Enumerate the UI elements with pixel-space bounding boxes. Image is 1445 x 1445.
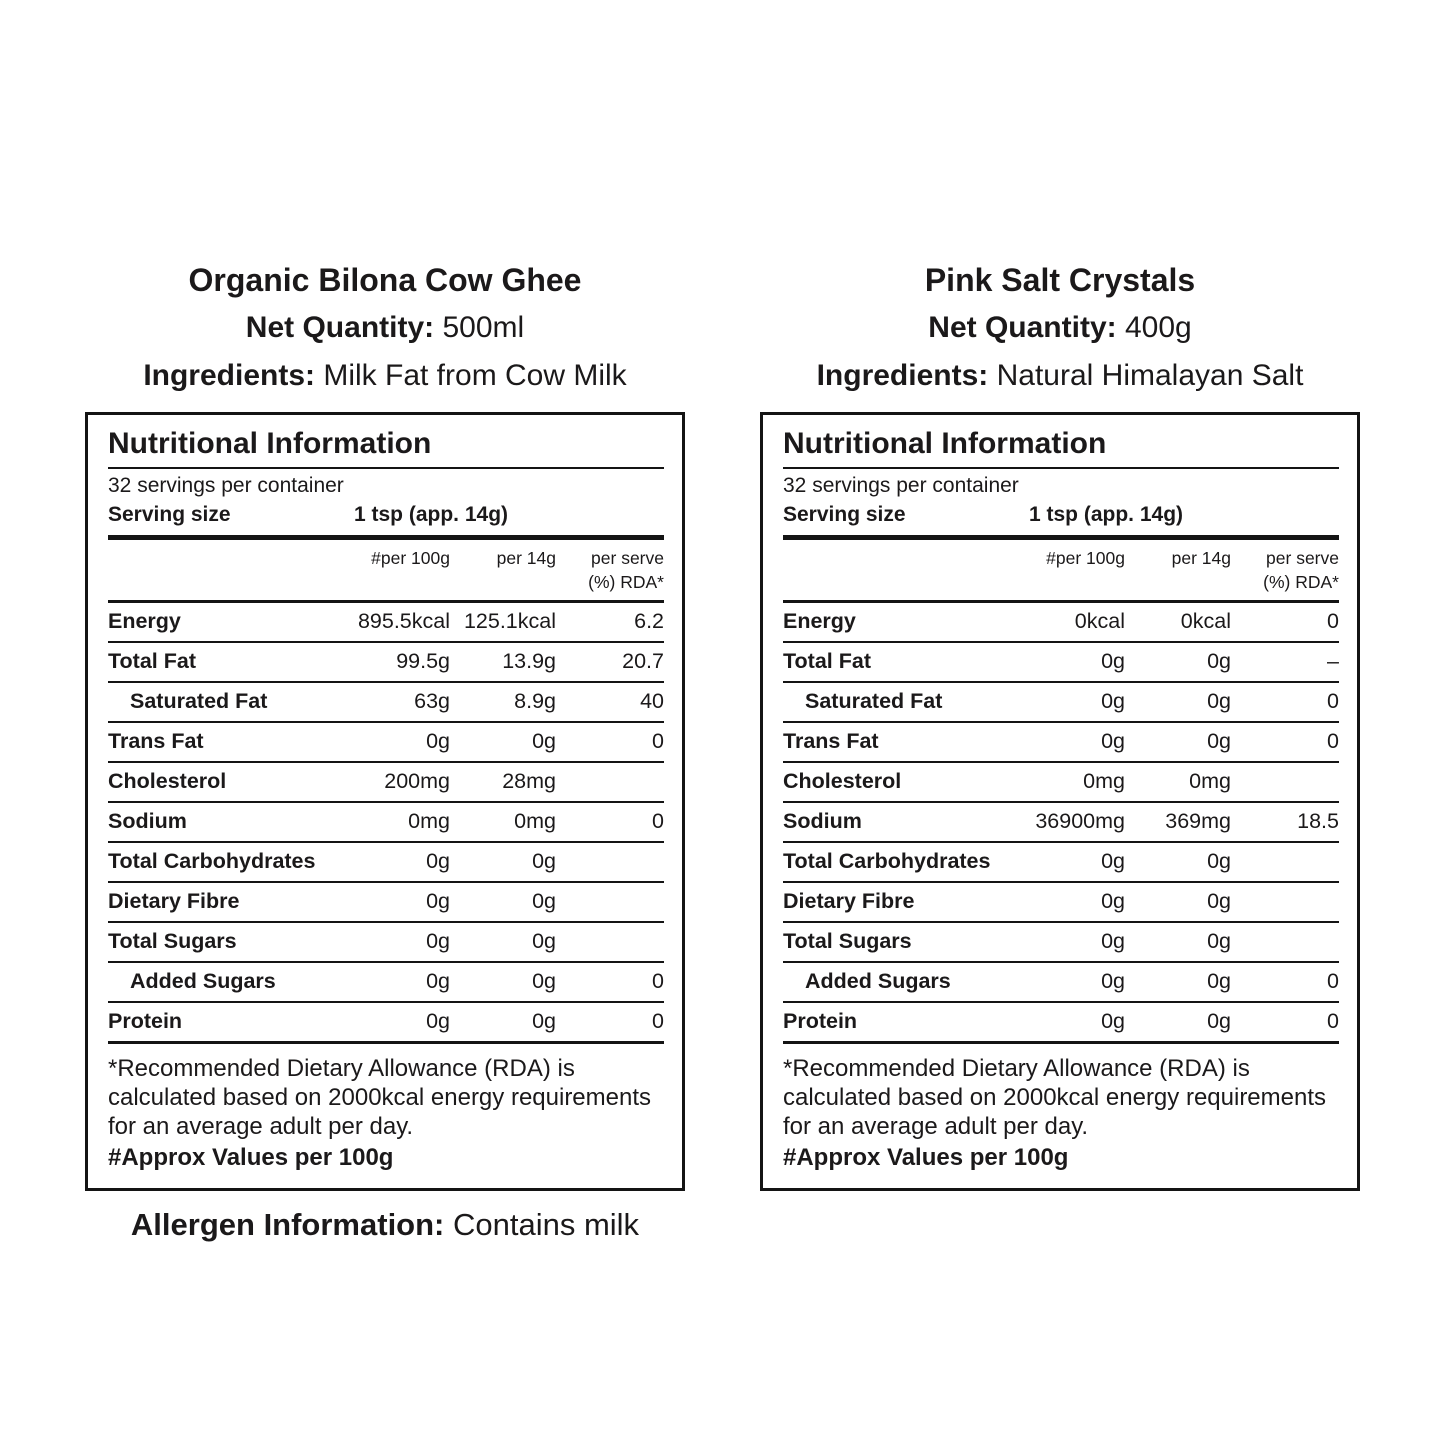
- rda-footnote-text: *Recommended Dietary Allowance (RDA) is calculated based on 2000kcal energy requirements for an average adult per day.: [108, 1055, 652, 1141]
- value-per-100g: 0g: [1101, 849, 1125, 874]
- serving-size-label: Serving size: [108, 503, 231, 526]
- value-per-14g: 0g: [1207, 689, 1231, 714]
- nutrient-row: [108, 603, 664, 643]
- nutrient-label: Added Sugars: [805, 969, 951, 994]
- serving-size-value: 1 tsp (app. 14g): [354, 503, 509, 526]
- per-serve-line1: per serve: [591, 548, 664, 568]
- nutrient-label: Energy: [108, 609, 181, 634]
- value-per-14g: 0g: [532, 929, 556, 954]
- value-per-14g: 0g: [532, 889, 556, 914]
- value-per-100g: 0g: [1101, 689, 1125, 714]
- value-per-serve: 20.7: [622, 649, 664, 674]
- rda-footnote: [108, 1044, 664, 1176]
- column-header-per-100g: #per 100g: [1046, 548, 1125, 568]
- approx-values-note: #Approx Values per 100g: [108, 1144, 394, 1172]
- value-per-serve: 18.5: [1297, 809, 1339, 834]
- product-title: Organic Bilona Cow Ghee: [188, 262, 582, 298]
- value-per-100g: 0g: [1101, 1009, 1125, 1034]
- value-per-serve: 0: [652, 809, 664, 834]
- value-per-serve: 0: [1327, 1009, 1339, 1034]
- column-header-per-14g: per 14g: [1171, 548, 1231, 568]
- value-per-14g: 0mg: [1189, 769, 1231, 794]
- serving-size-value: 1 tsp (app. 14g): [1029, 503, 1184, 526]
- servings-per-container: 32 servings per container: [783, 474, 1019, 497]
- value-per-serve: 0: [1327, 689, 1339, 714]
- value-per-serve: 0: [1327, 969, 1339, 994]
- value-per-14g: 0g: [1207, 649, 1231, 674]
- net-quantity-value: 400g: [1124, 311, 1192, 344]
- product-panel-ghee: [85, 256, 685, 1243]
- per-serve-line1: per serve: [1266, 548, 1339, 568]
- net-quantity-label: Net Quantity:: [928, 311, 1117, 344]
- column-header-per-serve: [1231, 547, 1339, 594]
- value-per-100g: 0kcal: [1074, 609, 1125, 634]
- value-per-serve: 0: [1327, 609, 1339, 634]
- value-per-100g: 0g: [426, 929, 450, 954]
- nutrient-label: Dietary Fibre: [783, 889, 915, 914]
- value-per-100g: 0g: [426, 889, 450, 914]
- allergen-line: [85, 1207, 685, 1243]
- value-per-14g: 0g: [532, 729, 556, 754]
- ingredients-value: Milk Fat from Cow Milk: [323, 359, 627, 392]
- nutrient-row: [783, 603, 1339, 643]
- value-per-serve: 0: [652, 1009, 664, 1034]
- value-per-100g: 0mg: [1083, 769, 1125, 794]
- value-per-100g: 0g: [426, 729, 450, 754]
- ingredients-value: Natural Himalayan Salt: [996, 359, 1304, 392]
- nutrient-label: Protein: [783, 1009, 858, 1034]
- ingredients-label: Ingredients:: [143, 359, 315, 392]
- nutrient-row: [783, 843, 1339, 883]
- value-per-100g: 99.5g: [396, 649, 450, 674]
- nutrient-rows: [783, 603, 1339, 1044]
- nutrient-label: Sodium: [108, 809, 187, 834]
- nutrient-row: [108, 723, 664, 763]
- nutrition-title: Nutritional Information: [108, 419, 664, 469]
- serving-size-row: [108, 500, 664, 540]
- column-header-row: [108, 540, 664, 603]
- value-per-100g: 0mg: [408, 809, 450, 834]
- value-per-14g: 0g: [1207, 889, 1231, 914]
- value-per-100g: 0g: [1101, 729, 1125, 754]
- value-per-serve: 0: [652, 969, 664, 994]
- value-per-14g: 13.9g: [502, 649, 556, 674]
- nutrient-row: [783, 723, 1339, 763]
- nutrient-label: Saturated Fat: [130, 689, 268, 714]
- nutrition-facts-box: [760, 412, 1360, 1191]
- nutrient-row: [783, 963, 1339, 1003]
- nutrient-row: [783, 763, 1339, 803]
- value-per-serve: –: [1327, 649, 1339, 674]
- allergen-value: Contains milk: [453, 1207, 640, 1243]
- nutrient-row: [108, 1003, 664, 1044]
- nutrient-row: [783, 1003, 1339, 1044]
- value-per-14g: 0g: [1207, 849, 1231, 874]
- value-per-14g: 0g: [532, 849, 556, 874]
- servings-per-container: 32 servings per container: [108, 474, 344, 497]
- value-per-14g: 0g: [1207, 929, 1231, 954]
- nutrient-row: [783, 883, 1339, 923]
- value-per-100g: 0g: [426, 969, 450, 994]
- nutrient-label: Protein: [108, 1009, 183, 1034]
- product-panel-pink-salt: [760, 256, 1360, 1191]
- value-per-100g: 0g: [1101, 889, 1125, 914]
- nutrient-row: [108, 883, 664, 923]
- serving-size-row: [783, 500, 1339, 540]
- value-per-serve: 0: [1327, 729, 1339, 754]
- value-per-14g: 0mg: [514, 809, 556, 834]
- nutrient-label: Total Sugars: [108, 929, 237, 954]
- nutrition-title: Nutritional Information: [783, 419, 1339, 469]
- product-header: [760, 256, 1360, 400]
- nutrient-label: Added Sugars: [130, 969, 276, 994]
- nutrient-label: Trans Fat: [783, 729, 879, 754]
- nutrient-row: [783, 923, 1339, 963]
- value-per-100g: 0g: [1101, 969, 1125, 994]
- per-serve-line2: (%) RDA*: [1263, 571, 1339, 592]
- nutrient-row: [783, 803, 1339, 843]
- value-per-14g: 0g: [1207, 1009, 1231, 1034]
- nutrient-row: [108, 803, 664, 843]
- net-quantity-line: [85, 304, 685, 352]
- value-per-14g: 0g: [532, 1009, 556, 1034]
- nutrient-label: Cholesterol: [108, 769, 227, 794]
- nutrient-label: Total Fat: [108, 649, 196, 674]
- column-header-per-serve: [556, 547, 664, 594]
- per-serve-line2: (%) RDA*: [588, 571, 664, 592]
- product-title: Pink Salt Crystals: [924, 262, 1196, 298]
- nutrient-label: Total Carbohydrates: [783, 849, 991, 874]
- nutrient-label: Cholesterol: [783, 769, 902, 794]
- column-header-per-100g: #per 100g: [371, 548, 450, 568]
- value-per-100g: 200mg: [384, 769, 450, 794]
- nutrient-label: Total Sugars: [783, 929, 912, 954]
- value-per-14g: 0g: [1207, 729, 1231, 754]
- nutrient-label: Total Carbohydrates: [108, 849, 316, 874]
- nutrient-label: Energy: [783, 609, 856, 634]
- value-per-14g: 0g: [1207, 969, 1231, 994]
- nutrient-row: [108, 683, 664, 723]
- column-header-row: [783, 540, 1339, 603]
- net-quantity-value: 500ml: [442, 311, 525, 344]
- serving-size-label: Serving size: [783, 503, 906, 526]
- nutrient-row: [783, 643, 1339, 683]
- nutrient-rows: [108, 603, 664, 1044]
- value-per-14g: 8.9g: [514, 689, 556, 714]
- allergen-label: Allergen Information:: [130, 1207, 445, 1243]
- value-per-14g: 0g: [532, 969, 556, 994]
- ingredients-label: Ingredients:: [816, 359, 989, 392]
- nutrient-row: [108, 963, 664, 1003]
- nutrient-label: Trans Fat: [108, 729, 204, 754]
- ingredients-line: [85, 352, 685, 400]
- net-quantity-label: Net Quantity:: [245, 311, 435, 344]
- nutrient-row: [108, 923, 664, 963]
- nutrient-label: Total Fat: [783, 649, 871, 674]
- nutrient-row: [783, 683, 1339, 723]
- rda-footnote-text: *Recommended Dietary Allowance (RDA) is calculated based on 2000kcal energy requirements for an average adult per day.: [783, 1055, 1327, 1141]
- nutrient-row: [108, 763, 664, 803]
- nutrient-row: [108, 843, 664, 883]
- rda-footnote: [783, 1044, 1339, 1176]
- value-per-14g: 125.1kcal: [463, 609, 556, 634]
- product-header: [85, 256, 685, 400]
- ingredients-line: [760, 352, 1360, 400]
- value-per-14g: 0kcal: [1180, 609, 1231, 634]
- nutrient-label: Dietary Fibre: [108, 889, 240, 914]
- value-per-serve: 0: [652, 729, 664, 754]
- value-per-100g: 0g: [426, 849, 450, 874]
- value-per-14g: 28mg: [502, 769, 556, 794]
- value-per-serve: 6.2: [634, 609, 664, 634]
- approx-values-note: #Approx Values per 100g: [783, 1144, 1069, 1172]
- nutrient-row: [108, 643, 664, 683]
- value-per-100g: 895.5kcal: [357, 609, 450, 634]
- value-per-100g: 0g: [1101, 649, 1125, 674]
- nutrition-facts-box: [85, 412, 685, 1191]
- value-per-14g: 369mg: [1165, 809, 1231, 834]
- value-per-100g: 0g: [1101, 929, 1125, 954]
- value-per-100g: 0g: [426, 1009, 450, 1034]
- column-header-per-14g: per 14g: [496, 548, 556, 568]
- net-quantity-line: [760, 304, 1360, 352]
- value-per-serve: 40: [640, 689, 664, 714]
- value-per-100g: 63g: [414, 689, 450, 714]
- nutrient-label: Sodium: [783, 809, 862, 834]
- nutrient-label: Saturated Fat: [805, 689, 943, 714]
- value-per-100g: 36900mg: [1035, 809, 1125, 834]
